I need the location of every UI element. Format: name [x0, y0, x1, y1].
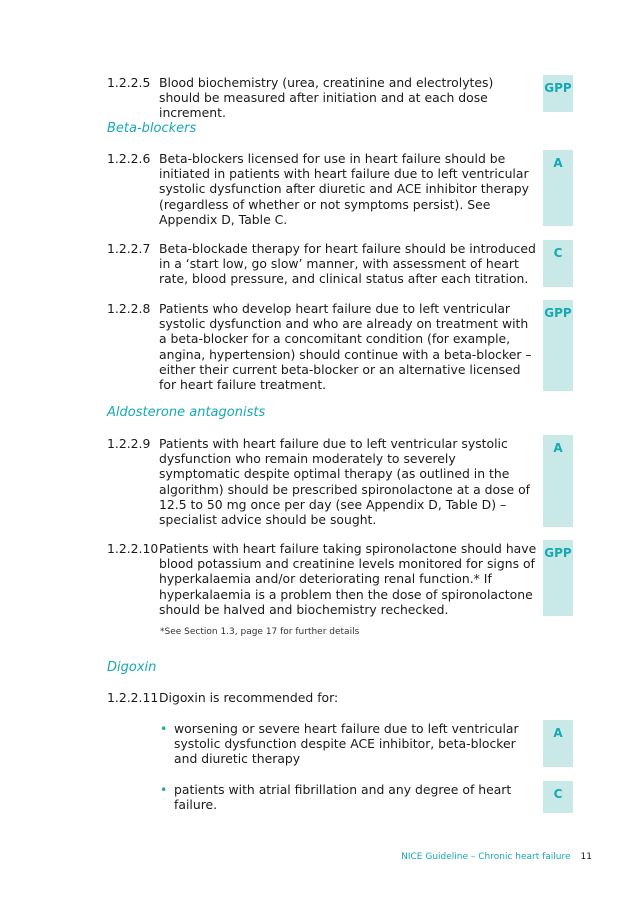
recommendation-text: Beta-blockade therapy for heart failure should be introduced in a ‘start low, go slow’ manner, with assessment of heart rate, blood pressure, and clinical status after each titration.	[159, 241, 536, 287]
recommendation-text: Patients who develop heart failure due to left ventricular systolic dysfunction and who are already on treatment with a beta-blocker for a concomitant condition (for example, angina, hypertension) should continue with a beta-blocker – either their current beta-blocker or an alternative licensed for heart failure treatment.	[159, 301, 532, 393]
bullet-text: worsening or severe heart failure due to left ventricular systolic dysfunction despite ACE inhibitor, beta-blocker and diuretic therapy	[174, 721, 519, 767]
recommendation-number: 1.2.2.5	[107, 75, 151, 90]
bullet-icon: •	[160, 782, 168, 797]
recommendation-text: Beta-blockers licensed for use in heart failure should be initiated in patients with heart failure due to left ventricular systolic dysfunction after diuretic and ACE inhibitor therapy (regardless of whether or not symptoms persist). See Appendix D, Table C.	[159, 151, 529, 227]
grade-badge: GPP	[543, 75, 573, 112]
recommendation-number: 1.2.2.8	[107, 301, 151, 316]
section-heading-beta-blockers: Beta-blockers	[107, 121, 197, 136]
recommendation-number: 1.2.2.11	[107, 690, 159, 705]
bullet-item	[160, 721, 520, 767]
grade-badge: A	[543, 435, 573, 527]
recommendation-text: Patients with heart failure taking spironolactone should have blood potassium and creatinine levels monitored for signs of hyperkalaemia and/or deteriorating renal function.* If hyperkalaemia is a problem then the dose of spironolactone should be halved and biochemistry rechecked.	[159, 541, 537, 617]
recommendation-text: Blood biochemistry (urea, creatinine and electrolytes) should be measured after initiation and at each dose increment.	[159, 75, 494, 121]
grade-badge: C	[543, 240, 573, 287]
recommendation-number: 1.2.2.9	[107, 436, 151, 451]
recommendation-number: 1.2.2.7	[107, 241, 151, 256]
page-number: 11	[580, 852, 592, 862]
page-footer	[401, 852, 592, 862]
recommendation-text: Patients with heart failure due to left ventricular systolic dysfunction who remain moderately to severely symptomatic despite optimal therapy (as outlined in the algorithm) should be prescribed spironolactone at a dose of 12.5 to 50 mg once per day (see Appendix D, Table D) – specialist advice should be sought.	[159, 436, 531, 528]
recommendation-1-2-2-8	[107, 301, 537, 392]
recommendation-1-2-2-6	[107, 151, 537, 227]
recommendation-number: 1.2.2.6	[107, 151, 151, 166]
bullet-item	[160, 782, 520, 812]
section-heading-digoxin: Digoxin	[107, 660, 157, 675]
grade-badge: C	[543, 781, 573, 813]
footnote: *See Section 1.3, page 17 for further details	[160, 627, 360, 637]
recommendation-text: Digoxin is recommended for:	[159, 690, 339, 705]
grade-badge: A	[543, 720, 573, 767]
recommendation-1-2-2-5	[107, 75, 537, 121]
section-heading-aldosterone-antagonists: Aldosterone antagonists	[107, 405, 266, 420]
recommendation-1-2-2-11	[107, 690, 537, 705]
bullet-icon: •	[160, 721, 168, 736]
bullet-text: patients with atrial fibrillation and any degree of heart failure.	[174, 782, 512, 813]
footer-title: NICE Guideline – Chronic heart failure	[401, 852, 571, 862]
recommendation-1-2-2-7	[107, 241, 537, 287]
grade-badge: A	[543, 150, 573, 226]
recommendation-number: 1.2.2.10	[107, 541, 159, 556]
recommendation-1-2-2-10	[107, 541, 537, 617]
grade-badge: GPP	[543, 540, 573, 616]
grade-badge: GPP	[543, 300, 573, 391]
recommendation-1-2-2-9	[107, 436, 537, 527]
